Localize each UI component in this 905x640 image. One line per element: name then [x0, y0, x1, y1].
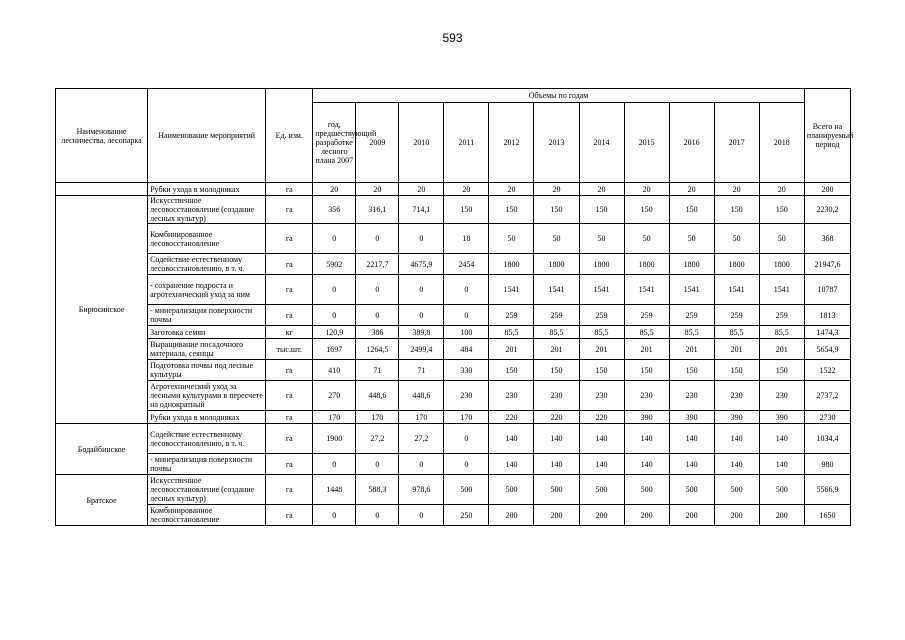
year-value-cell: 270 [313, 381, 356, 411]
year-value-cell: 500 [759, 475, 804, 505]
activity-name-cell: Рубки ухода в молодняках [148, 411, 266, 424]
header-year: 2010 [399, 103, 444, 183]
year-value-cell: 259 [489, 305, 534, 326]
table-row [56, 224, 851, 254]
unit-cell: га [266, 224, 313, 254]
unit-cell: га [266, 196, 313, 224]
activity-name-cell: Комбинированное лесовосстановление [148, 505, 266, 526]
year-value-cell: 259 [579, 305, 624, 326]
year-value-cell: 1541 [534, 275, 579, 305]
year-value-cell: 150 [624, 196, 669, 224]
year-value-cell: 390 [624, 411, 669, 424]
year-value-cell: 978,6 [399, 475, 444, 505]
year-value-cell: 500 [444, 475, 489, 505]
year-value-cell: 150 [444, 196, 489, 224]
total-cell: 10787 [804, 275, 850, 305]
year-value-cell: 1800 [759, 254, 804, 275]
activity-name-cell: Содействие естественному лесовосстановлению, в т. ч. [148, 424, 266, 454]
total-cell: 200 [804, 183, 850, 196]
table-row [56, 424, 851, 454]
table-row [56, 275, 851, 305]
year-value-cell: 150 [669, 360, 714, 381]
table-row [56, 183, 851, 196]
year-value-cell: 20 [399, 183, 444, 196]
year-value-cell: 20 [669, 183, 714, 196]
year-value-cell: 448,6 [356, 381, 399, 411]
forestry-name-cell: Братское [56, 475, 148, 526]
year-value-cell: 140 [624, 454, 669, 475]
year-value-cell: 71 [356, 360, 399, 381]
year-value-cell: 201 [759, 339, 804, 360]
year-value-cell: 250 [444, 505, 489, 526]
year-value-cell: 500 [489, 475, 534, 505]
header-year: 2016 [669, 103, 714, 183]
year-value-cell: 500 [534, 475, 579, 505]
year-value-cell: 200 [759, 505, 804, 526]
year-value-cell: 140 [579, 424, 624, 454]
table-row [56, 475, 851, 505]
activity-name-cell: - минерализация поверхности почвы [148, 454, 266, 475]
year-value-cell: 85,5 [579, 326, 624, 339]
year-value-cell: 448,6 [399, 381, 444, 411]
year-value-cell: 389,8 [399, 326, 444, 339]
year-value-cell: 140 [669, 424, 714, 454]
year-value-cell: 170 [313, 411, 356, 424]
year-value-cell: 230 [624, 381, 669, 411]
year-value-cell: 20 [714, 183, 759, 196]
header-activity: Наименование мероприятий [148, 89, 266, 183]
table-row [56, 196, 851, 224]
year-value-cell: 140 [579, 454, 624, 475]
activity-name-cell: - минерализация поверхности почвы [148, 305, 266, 326]
year-value-cell: 330 [444, 360, 489, 381]
table-row [56, 360, 851, 381]
year-value-cell: 85,5 [534, 326, 579, 339]
header-year: 2009 [356, 103, 399, 183]
year-value-cell: 140 [669, 454, 714, 475]
unit-cell: га [266, 381, 313, 411]
year-value-cell: 259 [669, 305, 714, 326]
table-row [56, 326, 851, 339]
unit-cell: га [266, 475, 313, 505]
year-value-cell: 1448 [313, 475, 356, 505]
year-value-cell: 0 [444, 275, 489, 305]
year-value-cell: 170 [399, 411, 444, 424]
year-value-cell: 0 [399, 454, 444, 475]
year-value-cell: 200 [624, 505, 669, 526]
year-value-cell: 150 [534, 196, 579, 224]
unit-cell: га [266, 454, 313, 475]
header-forestry: Наименование лесничества, лесопарка [56, 89, 148, 183]
header-volumes: Объемы по годам [313, 89, 805, 103]
year-value-cell: 0 [356, 454, 399, 475]
total-cell: 1650 [804, 505, 850, 526]
year-value-cell: 484 [444, 339, 489, 360]
total-cell: 1034,4 [804, 424, 850, 454]
year-value-cell: 140 [624, 424, 669, 454]
year-value-cell: 1900 [313, 424, 356, 454]
year-value-cell: 200 [489, 505, 534, 526]
year-value-cell: 140 [534, 454, 579, 475]
year-value-cell: 230 [489, 381, 534, 411]
unit-cell: га [266, 183, 313, 196]
year-value-cell: 1800 [624, 254, 669, 275]
page-number: 593 [442, 31, 463, 45]
year-value-cell: 2217,7 [356, 254, 399, 275]
year-value-cell: 230 [444, 381, 489, 411]
year-value-cell: 259 [759, 305, 804, 326]
year-value-cell: 0 [444, 305, 489, 326]
year-value-cell: 20 [759, 183, 804, 196]
year-value-cell: 220 [489, 411, 534, 424]
year-value-cell: 20 [624, 183, 669, 196]
year-value-cell: 20 [579, 183, 624, 196]
year-value-cell: 150 [489, 360, 534, 381]
year-value-cell: 1541 [714, 275, 759, 305]
year-value-cell: 150 [624, 360, 669, 381]
year-value-cell: 500 [624, 475, 669, 505]
year-value-cell: 0 [356, 305, 399, 326]
year-value-cell: 4675,9 [399, 254, 444, 275]
year-value-cell: 201 [714, 339, 759, 360]
unit-cell: кг [266, 326, 313, 339]
year-value-cell: 0 [356, 505, 399, 526]
activity-name-cell: Рубки ухода в молодняках [148, 183, 266, 196]
year-value-cell: 1800 [579, 254, 624, 275]
year-value-cell: 230 [714, 381, 759, 411]
year-value-cell: 410 [313, 360, 356, 381]
unit-cell: га [266, 505, 313, 526]
header-year: 2015 [624, 103, 669, 183]
year-value-cell: 1541 [489, 275, 534, 305]
total-cell: 2230,2 [804, 196, 850, 224]
year-value-cell: 1541 [624, 275, 669, 305]
year-value-cell: 50 [534, 224, 579, 254]
header-year: 2013 [534, 103, 579, 183]
activity-name-cell: - сохранение подроста и агротехнический уход за ним [148, 275, 266, 305]
year-value-cell: 85,5 [669, 326, 714, 339]
activity-name-cell: Заготовка семян [148, 326, 266, 339]
year-value-cell: 200 [714, 505, 759, 526]
year-value-cell: 150 [579, 196, 624, 224]
year-value-cell: 100 [444, 326, 489, 339]
year-value-cell: 0 [399, 305, 444, 326]
year-value-cell: 120,9 [313, 326, 356, 339]
year-value-cell: 0 [356, 275, 399, 305]
header-year: 2012 [489, 103, 534, 183]
header-year: 2014 [579, 103, 624, 183]
year-value-cell: 230 [534, 381, 579, 411]
total-cell: 21947,6 [804, 254, 850, 275]
total-cell: 5654,9 [804, 339, 850, 360]
year-value-cell: 150 [714, 196, 759, 224]
year-value-cell: 0 [444, 424, 489, 454]
total-cell: 1813 [804, 305, 850, 326]
table-row [56, 339, 851, 360]
year-value-cell: 390 [759, 411, 804, 424]
unit-cell: га [266, 411, 313, 424]
year-value-cell: 201 [489, 339, 534, 360]
activity-name-cell: Комбинированное лесовосстановление [148, 224, 266, 254]
header-unit: Ед. изм. [266, 89, 313, 183]
year-value-cell: 140 [714, 424, 759, 454]
forestry-name-cell [56, 183, 148, 196]
year-value-cell: 1697 [313, 339, 356, 360]
year-value-cell: 50 [714, 224, 759, 254]
year-value-cell: 140 [534, 424, 579, 454]
year-value-cell: 1264,5 [356, 339, 399, 360]
year-value-cell: 500 [714, 475, 759, 505]
activity-name-cell: Искусственное лесовосстановление (создание лесных культур) [148, 196, 266, 224]
year-value-cell: 316,1 [356, 196, 399, 224]
year-value-cell: 259 [624, 305, 669, 326]
activity-name-cell: Подготовка почвы под лесные культуры [148, 360, 266, 381]
activity-name-cell: Содействие естественному лесовосстановлению, в т. ч. [148, 254, 266, 275]
year-value-cell: 714,1 [399, 196, 444, 224]
year-value-cell: 50 [489, 224, 534, 254]
activity-name-cell: Выращивание посадочного материала, сеянцы [148, 339, 266, 360]
year-value-cell: 588,3 [356, 475, 399, 505]
year-value-cell: 386 [356, 326, 399, 339]
total-cell: 368 [804, 224, 850, 254]
year-value-cell: 85,5 [759, 326, 804, 339]
table-body [56, 183, 851, 526]
year-value-cell: 150 [759, 360, 804, 381]
year-value-cell: 259 [714, 305, 759, 326]
table-row [56, 454, 851, 475]
year-value-cell: 201 [534, 339, 579, 360]
year-value-cell: 85,5 [489, 326, 534, 339]
year-value-cell: 200 [579, 505, 624, 526]
year-value-cell: 71 [399, 360, 444, 381]
header-year: 2018 [759, 103, 804, 183]
total-cell: 2737,2 [804, 381, 850, 411]
year-value-cell: 390 [714, 411, 759, 424]
year-value-cell: 20 [534, 183, 579, 196]
year-value-cell: 201 [579, 339, 624, 360]
header-year: 2011 [444, 103, 489, 183]
year-value-cell: 20 [444, 183, 489, 196]
year-value-cell: 390 [669, 411, 714, 424]
year-value-cell: 150 [489, 196, 534, 224]
year-value-cell: 140 [759, 424, 804, 454]
year-value-cell: 0 [313, 505, 356, 526]
unit-cell: га [266, 305, 313, 326]
year-value-cell: 140 [489, 454, 534, 475]
table-row [56, 381, 851, 411]
year-value-cell: 50 [669, 224, 714, 254]
activity-name-cell: Агротехнический уход за лесными культурами в пересчете на однократный [148, 381, 266, 411]
year-value-cell: 1800 [489, 254, 534, 275]
year-value-cell: 500 [579, 475, 624, 505]
year-value-cell: 20 [356, 183, 399, 196]
year-value-cell: 150 [714, 360, 759, 381]
year-value-cell: 1800 [534, 254, 579, 275]
year-value-cell: 150 [579, 360, 624, 381]
forestry-name-cell: Бирюсинское [56, 196, 148, 424]
total-cell: 2730 [804, 411, 850, 424]
year-value-cell: 1541 [669, 275, 714, 305]
year-value-cell: 1541 [759, 275, 804, 305]
forest-activities-table [55, 88, 854, 526]
year-value-cell: 0 [444, 454, 489, 475]
year-value-cell: 200 [669, 505, 714, 526]
year-value-cell: 2499,4 [399, 339, 444, 360]
year-value-cell: 18 [444, 224, 489, 254]
year-value-cell: 150 [669, 196, 714, 224]
year-value-cell: 50 [579, 224, 624, 254]
header-year: год, предшествующий разработке лесного плана 2007 [313, 103, 356, 183]
year-value-cell: 500 [669, 475, 714, 505]
year-value-cell: 220 [534, 411, 579, 424]
year-value-cell: 50 [759, 224, 804, 254]
year-value-cell: 2454 [444, 254, 489, 275]
year-value-cell: 20 [489, 183, 534, 196]
year-value-cell: 20 [313, 183, 356, 196]
unit-cell: тыс.шт. [266, 339, 313, 360]
year-value-cell: 0 [399, 275, 444, 305]
year-value-cell: 0 [399, 224, 444, 254]
year-value-cell: 140 [759, 454, 804, 475]
year-value-cell: 150 [534, 360, 579, 381]
year-value-cell: 201 [669, 339, 714, 360]
year-value-cell: 356 [313, 196, 356, 224]
unit-cell: га [266, 424, 313, 454]
year-value-cell: 50 [624, 224, 669, 254]
year-value-cell: 27,2 [356, 424, 399, 454]
total-cell: 1522 [804, 360, 850, 381]
year-value-cell: 230 [669, 381, 714, 411]
unit-cell: га [266, 254, 313, 275]
year-value-cell: 170 [356, 411, 399, 424]
year-value-cell: 200 [534, 505, 579, 526]
year-value-cell: 0 [313, 275, 356, 305]
year-value-cell: 140 [489, 424, 534, 454]
year-value-cell: 220 [579, 411, 624, 424]
table-row [56, 305, 851, 326]
year-value-cell: 0 [399, 505, 444, 526]
table-row [56, 254, 851, 275]
total-cell: 5566,9 [804, 475, 850, 505]
table-row [56, 505, 851, 526]
total-cell: 980 [804, 454, 850, 475]
year-value-cell: 27,2 [399, 424, 444, 454]
year-value-cell: 85,5 [624, 326, 669, 339]
year-value-cell: 0 [313, 224, 356, 254]
table-row [56, 411, 851, 424]
unit-cell: га [266, 360, 313, 381]
year-value-cell: 230 [579, 381, 624, 411]
year-value-cell: 1800 [714, 254, 759, 275]
year-value-cell: 5902 [313, 254, 356, 275]
year-value-cell: 1800 [669, 254, 714, 275]
year-value-cell: 259 [534, 305, 579, 326]
year-value-cell: 0 [313, 305, 356, 326]
total-cell: 1474,3 [804, 326, 850, 339]
year-value-cell: 150 [759, 196, 804, 224]
header-total: Всего на планируемый период [804, 89, 850, 183]
header-row-top [56, 89, 851, 103]
year-value-cell: 85,5 [714, 326, 759, 339]
year-value-cell: 230 [759, 381, 804, 411]
year-value-cell: 170 [444, 411, 489, 424]
forestry-name-cell: Бодайбинское [56, 424, 148, 475]
year-value-cell: 0 [356, 224, 399, 254]
year-value-cell: 1541 [579, 275, 624, 305]
year-value-cell: 0 [313, 454, 356, 475]
header-year: 2017 [714, 103, 759, 183]
year-value-cell: 140 [714, 454, 759, 475]
year-value-cell: 201 [624, 339, 669, 360]
unit-cell: га [266, 275, 313, 305]
activity-name-cell: Искусственное лесовосстановление (создание лесных культур) [148, 475, 266, 505]
